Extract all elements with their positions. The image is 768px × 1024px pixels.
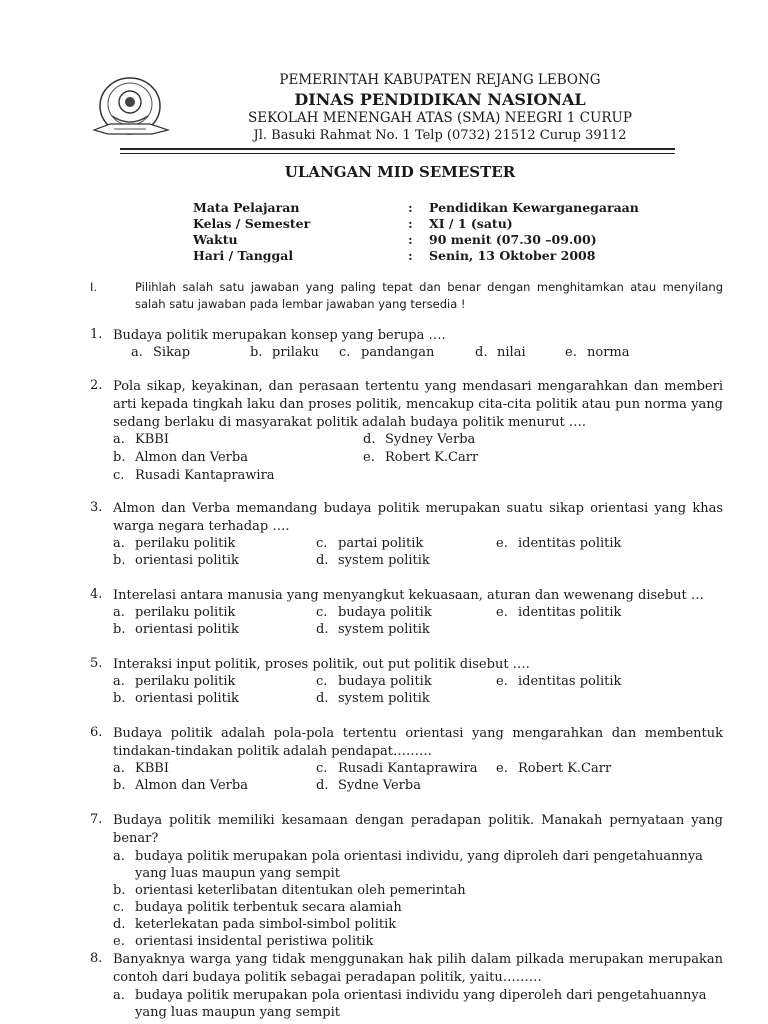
question-number: 8. [90,951,103,966]
letterhead-divider [120,148,675,150]
option-a[interactable]: a. perilaku politik [113,605,236,620]
option-c[interactable]: c. pandangan [339,345,435,360]
question-2 [90,378,723,486]
letterhead-address: Jl. Basuki Rahmat No. 1 Telp (0732) 21512 Curup 39112 [253,128,627,143]
option-group [113,987,723,1021]
option-group [113,848,723,950]
question-text: Budaya politik merupakan konsep yang berupa …. [113,328,446,343]
question-text: Interaksi input politik, proses politik, out put politik disebut …. [113,657,530,672]
option-e[interactable]: e. orientasi insidental peristiwa politik [113,934,374,949]
option-e[interactable]: e. Robert K.Carr [496,761,612,776]
option-a[interactable]: a. KBBI [113,761,169,776]
question-1 [90,327,723,363]
info-label: Hari / Tanggal [193,248,294,263]
option-e[interactable]: e. Robert K.Carr [363,450,479,465]
question-number: 7. [90,812,103,827]
question-text: Almon dan Verba memandang budaya politik merupakan suatu sikap orientasi yang khas warga negara terhadap …. [113,501,723,534]
question-7 [90,812,723,950]
question-number: 4. [90,587,103,602]
option-c[interactable]: c. budaya politik terbentuk secara alamiah [113,900,402,915]
option-c[interactable]: c. budaya politik [316,674,432,689]
info-colon: : [408,216,413,231]
option-a[interactable]: a. budaya politik merupakan pola orientasi individu yang diperoleh dari pengetahuannya yang luas maupun yang sempit [113,988,707,1020]
option-b[interactable]: b. Almon dan Verba [113,778,248,793]
info-colon: : [408,248,413,263]
option-d[interactable]: d. system politik [316,622,430,637]
info-label: Mata Pelajaran [193,200,300,215]
letterhead-line-2: DINAS PENDIDIKAN NASIONAL [294,90,586,109]
school-emblem-icon [92,72,172,142]
option-d[interactable]: d. system politik [316,553,430,568]
question-text: Budaya politik adalah pola-pola tertentu orientasi yang mengarahkan dan membentuk tindakan-tindakan politik adalah pendapat……… [113,726,723,759]
option-d[interactable]: d. Sydne Verba [316,778,421,793]
info-value: 90 menit (07.30 –09.00) [429,232,597,247]
option-c[interactable]: c. budaya politik [316,605,432,620]
option-c[interactable]: c. partai politik [316,536,424,551]
letterhead-line-1: PEMERINTAH KABUPATEN REJANG LEBONG [279,72,601,88]
question-text: Budaya politik memiliki kesamaan dengan peradapan politik. Manakah pernyataan yang benar? [113,813,723,846]
info-label: Waktu [193,232,238,247]
option-a[interactable]: a. KBBI [113,432,169,447]
question-number: 1. [90,327,103,342]
question-text: Pola sikap, keyakinan, dan perasaan tertentu yang mendasari mengarahkan dan memberi arti kepada tingkah laku dan proses politik, mencakup cita-cita politik atau pun norma yang sedang berlaku di masyarakat politik adalah budaya politik menurut …. [113,379,723,430]
question-5 [90,656,723,710]
question-number: 6. [90,725,103,740]
option-b[interactable]: b. prilaku [250,345,319,360]
question-text: Banyaknya warga yang tidak menggunakan hak pilih dalam pilkada merupakan merupakan contoh dari budaya politik sebagai peradapan politik, yaitu……… [113,952,723,985]
question-number: 5. [90,656,103,671]
info-colon: : [408,200,413,215]
option-group [113,536,723,572]
info-value: Pendidikan Kewarganegaraan [429,200,639,215]
option-b[interactable]: b. orientasi politik [113,553,239,568]
option-d[interactable]: d. system politik [316,691,430,706]
option-e[interactable]: e. identitas politik [496,536,622,551]
option-a[interactable]: a. perilaku politik [113,536,236,551]
option-a[interactable]: a. Sikap [131,345,191,360]
instruction-number: I. [90,280,98,294]
info-colon: : [408,232,413,247]
option-a[interactable]: a. perilaku politik [113,674,236,689]
option-e[interactable]: e. identitas politik [496,605,622,620]
option-c[interactable]: c. Rusadi Kantaprawira [316,761,478,776]
question-number: 3. [90,500,103,515]
option-d[interactable]: d. Sydney Verba [363,432,476,447]
info-value: Senin, 13 Oktober 2008 [429,248,596,263]
letterhead-divider-thin [120,153,675,154]
question-text: Interelasi antara manusia yang menyangkut kekuasaan, aturan dan wewenang disebut … [113,588,704,603]
letterhead-line-3: SEKOLAH MENENGAH ATAS (SMA) NEEGRI 1 CURUP [248,110,632,126]
question-8 [90,951,723,1021]
instruction-text: Pilihlah salah satu jawaban yang paling tepat dan benar dengan menghitamkan atau menyilang salah satu jawaban pada lembar jawaban yang tersedia ! [135,280,723,311]
question-3 [90,500,723,572]
option-a[interactable]: a. budaya politik merupakan pola orientasi individu, yang diproleh dari pengetahuannya yang luas maupun yang sempit [113,849,703,881]
exam-title: ULANGAN MID SEMESTER [284,163,516,181]
question-6 [90,725,723,797]
option-group [113,674,723,710]
info-label: Kelas / Semester [193,216,311,231]
option-e[interactable]: e. identitas politik [496,674,622,689]
option-group [113,345,723,363]
option-e[interactable]: e. norma [565,345,630,360]
option-group [113,432,723,486]
option-c[interactable]: c. Rusadi Kantaprawira [113,468,275,483]
question-4 [90,587,723,641]
option-group [113,761,723,797]
info-value: XI / 1 (satu) [429,216,513,231]
option-b[interactable]: b. orientasi politik [113,622,239,637]
option-b[interactable]: b. orientasi keterlibatan ditentukan oleh pemerintah [113,883,466,898]
question-number: 2. [90,378,103,393]
option-b[interactable]: b. orientasi politik [113,691,239,706]
option-b[interactable]: b. Almon dan Verba [113,450,248,465]
option-d[interactable]: d. keterlekatan pada simbol-simbol politik [113,917,397,932]
option-d[interactable]: d. nilai [475,345,526,360]
option-group [113,605,723,641]
